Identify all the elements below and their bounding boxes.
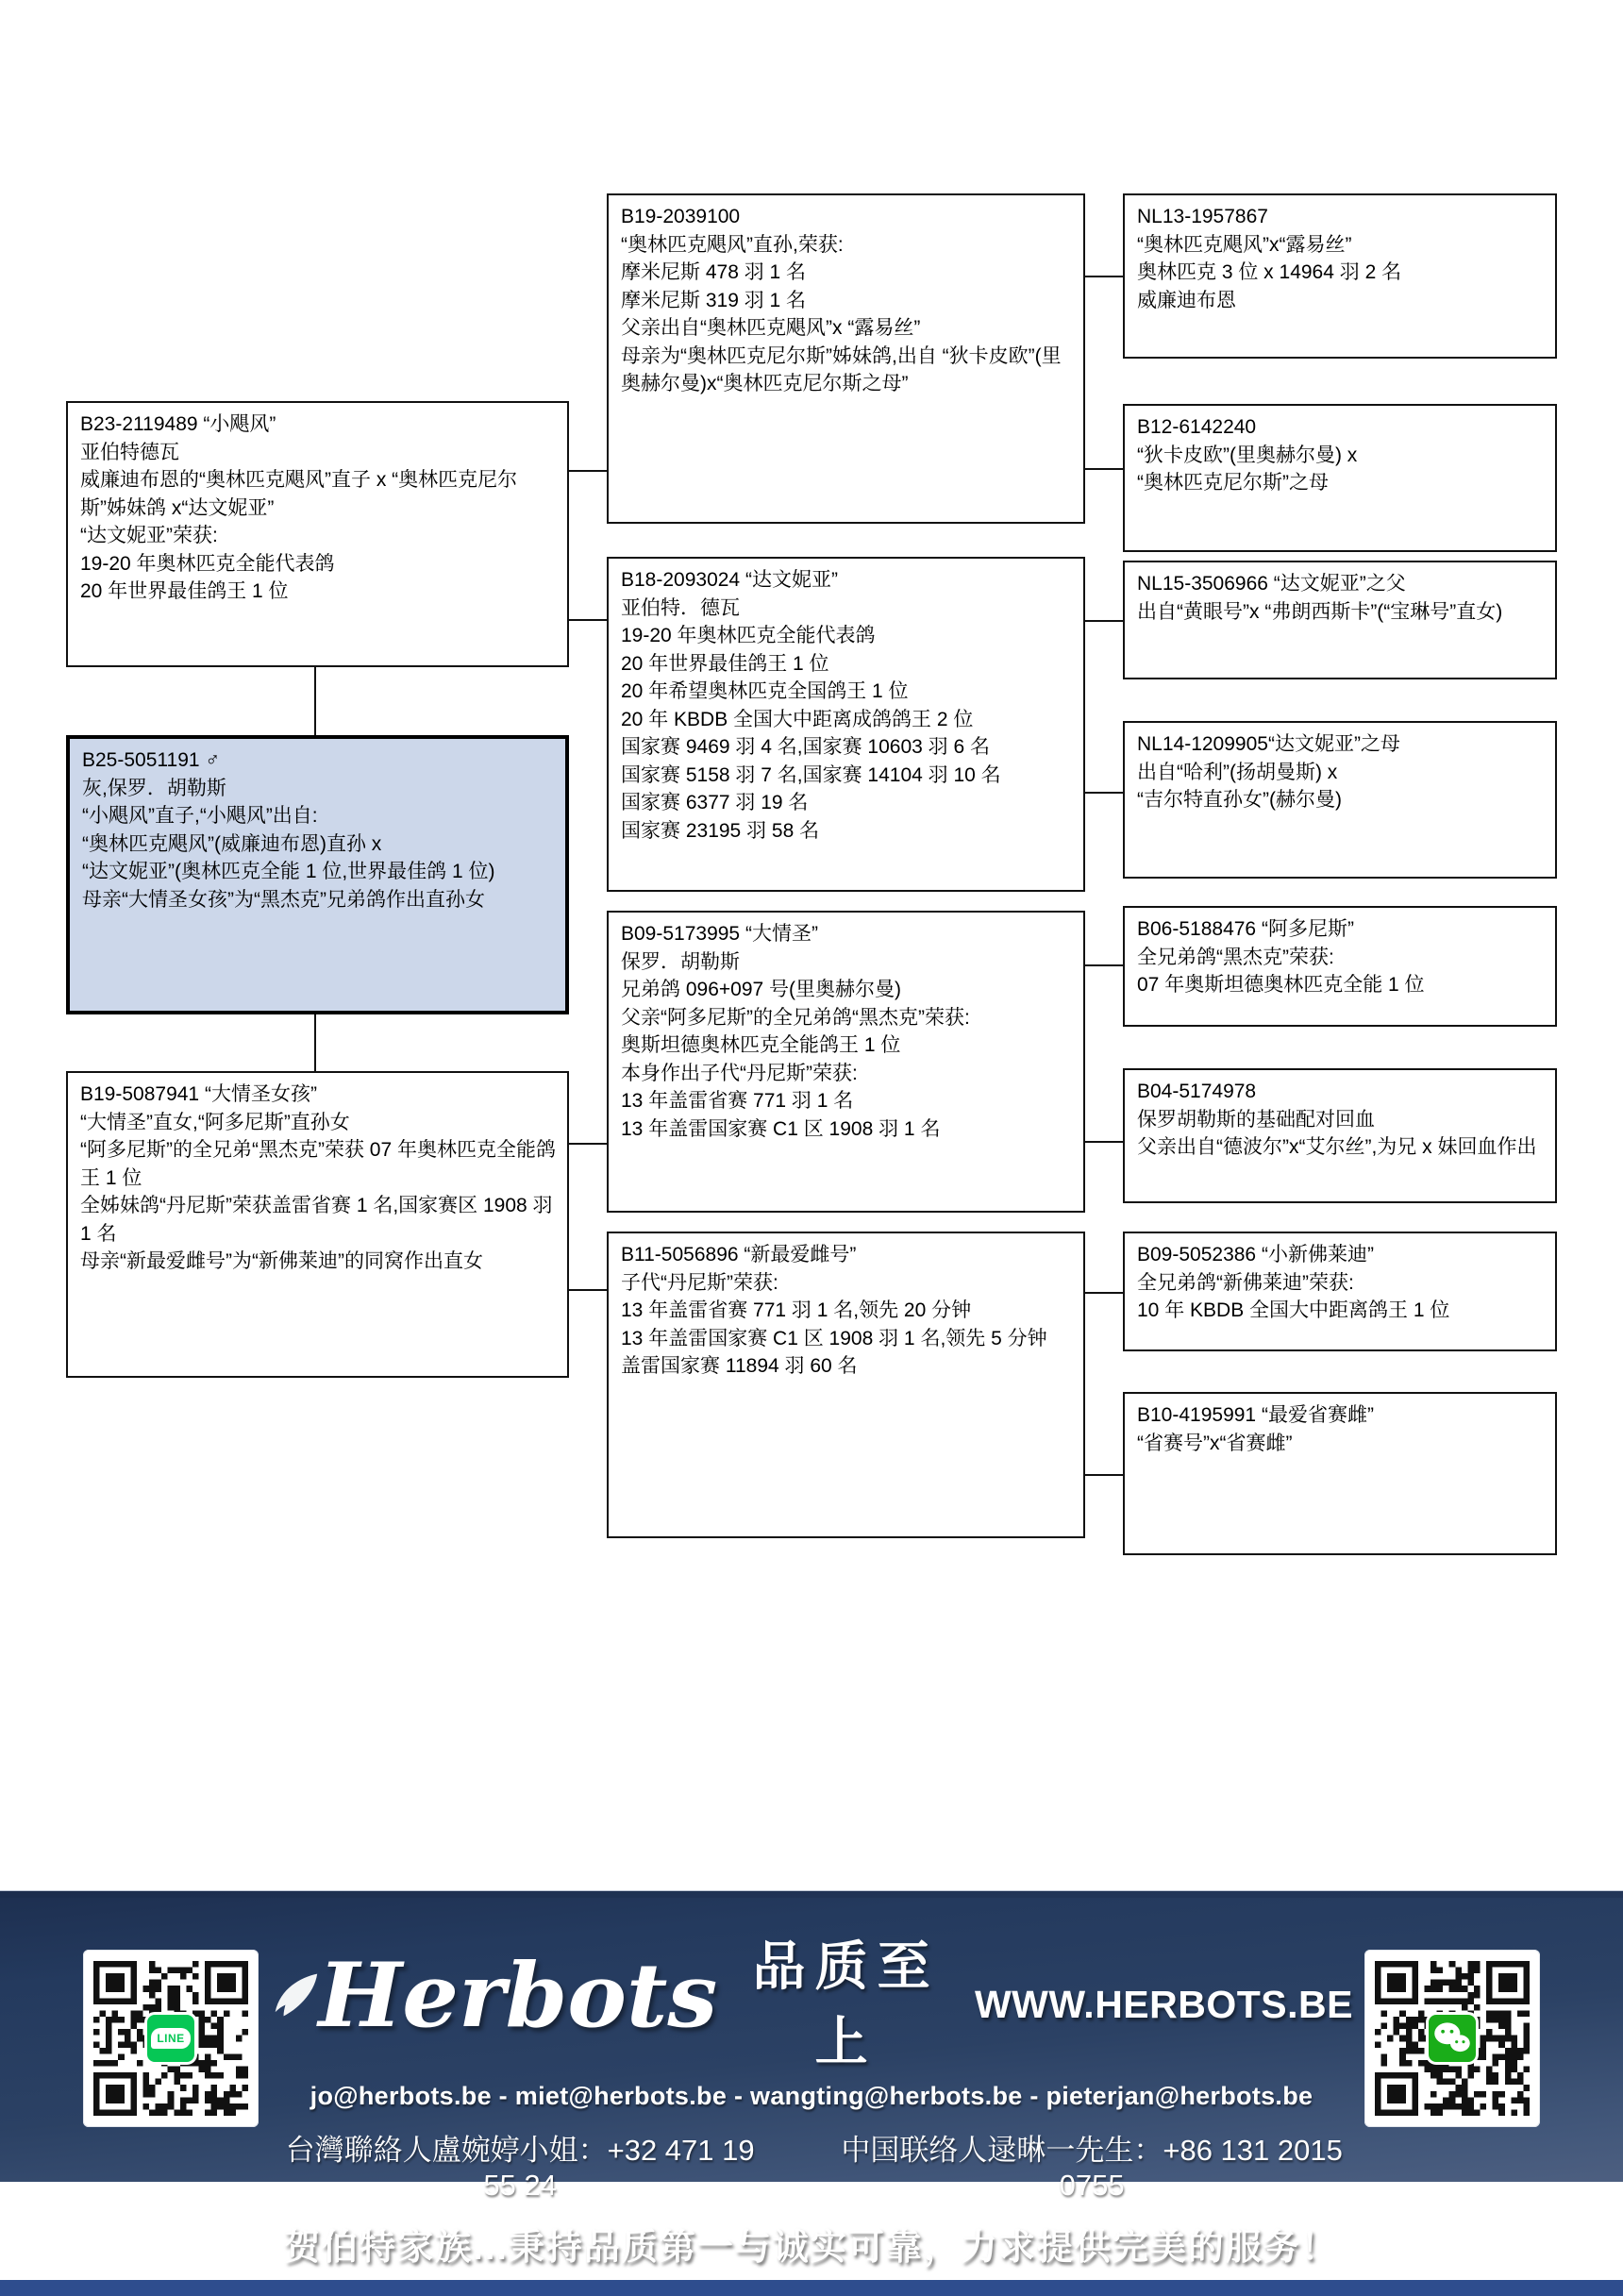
- pedigree-text-line: “大情圣”直女,“阿多尼斯”直孙女: [80, 1111, 350, 1133]
- pedigree-text-line: “狄卡皮欧”(里奥赫尔曼) x: [1137, 444, 1358, 466]
- great-grandparent-box-8: [1123, 1392, 1557, 1555]
- connector-line: [1085, 964, 1123, 966]
- connector-line: [569, 1289, 607, 1291]
- pedigree-text-line: 13 年盖雷国家赛 C1 区 1908 羽 1 名,领先 5 分钟: [621, 1327, 1047, 1349]
- pedigree-text-line: 20 年世界最佳鸽王 1 位: [80, 580, 289, 602]
- pedigree-text-line: 奥林匹克 3 位 x 14964 羽 2 名: [1137, 261, 1402, 283]
- footer-center: [270, 1916, 1353, 2270]
- pedigree-text-line: 盖雷国家赛 11894 羽 60 名: [621, 1355, 858, 1377]
- brand-slogan-cn: 品质至上: [752, 1936, 940, 2071]
- great-grandparent-box-1: [1123, 193, 1557, 359]
- pedigree-text-line: “奥林匹克飓风”x“露易丝”: [1137, 233, 1352, 256]
- line-icon: [144, 2012, 197, 2065]
- pedigree-text-line: “达文妮亚”荣获:: [80, 525, 218, 546]
- pedigree-text-line: 20 年 KBDB 全国大中距离成鸽鸽王 2 位: [621, 708, 974, 730]
- pedigree-text-line: 亚伯特德瓦: [80, 441, 179, 463]
- pedigree-text-line: 威廉迪布恩: [1137, 289, 1236, 311]
- pedigree-text-line: 10 年 KBDB 全国大中距离鸽王 1 位: [1137, 1299, 1450, 1321]
- connector-line: [569, 1143, 607, 1145]
- great-grandparent-box-5: [1123, 906, 1557, 1027]
- pedigree-text-line: B11-5056896 “新最爱雌号”: [621, 1244, 857, 1265]
- grandsire-paternal-box: [607, 193, 1085, 524]
- pedigree-text-line: “奥林匹克飓风”直孙,荣获:: [621, 233, 844, 256]
- pedigree-text-line: 威廉迪布恩的“奥林匹克飓风”直子 x “奥林匹克尼尔斯”姊妹鸽 x“达文妮亚”: [80, 469, 518, 519]
- pedigree-text-line: NL14-1209905“达文妮亚”之母: [1137, 733, 1400, 755]
- pedigree-text-line: B25-5051191 ♂: [82, 749, 221, 771]
- granddam-paternal-box: [607, 557, 1085, 892]
- pedigree-text-line: 灰,保罗．胡勒斯: [82, 777, 226, 799]
- great-grandparent-box-6: [1123, 1068, 1557, 1203]
- pedigree-text-line: 13 年盖雷省赛 771 羽 1 名,领先 20 分钟: [621, 1299, 972, 1321]
- pedigree-text-line: 奥斯坦德奥林匹克全能鸽王 1 位: [621, 1034, 901, 1056]
- pedigree-text-line: 19-20 年奥林匹克全能代表鸽: [80, 552, 335, 575]
- bottom-accent-bar: [0, 2280, 1623, 2296]
- dam-box: [66, 1071, 569, 1378]
- pedigree-text-line: 全姊妹鸽“丹尼斯”荣获盖雷省赛 1 名,国家赛区 1908 羽 1 名: [80, 1195, 553, 1245]
- pedigree-text-line: 出自“黄眼号”x “弗朗西斯卡”(“宝琳号”直女): [1137, 600, 1503, 623]
- pedigree-text-line: “奥林匹克飓风”(威廉迪布恩)直孙 x: [82, 832, 382, 855]
- pedigree-text-line: B18-2093024 “达文妮亚”: [621, 569, 838, 591]
- pedigree-text-line: 母亲为“奥林匹克尼尔斯”姊妹鸽,出自 “狄卡皮欧”(里奥赫尔曼)x“奥林匹克尼尔斯之母”: [621, 344, 1062, 394]
- connector-line: [314, 667, 316, 735]
- brand-row: [270, 1916, 1353, 2076]
- pedigree-text-line: 国家赛 6377 羽 19 名: [621, 792, 809, 813]
- pedigree-text-line: 亚伯特．德瓦: [621, 596, 740, 619]
- pedigree-text-line: 全兄弟鸽“新佛莱迪”荣获:: [1137, 1271, 1354, 1294]
- pedigree-text-line: 父亲出自“德波尔”x“艾尔丝”,为兄 x 妹回血作出: [1137, 1136, 1537, 1158]
- pedigree-text-line: B06-5188476 “阿多尼斯”: [1137, 918, 1354, 940]
- connector-line: [314, 1014, 316, 1071]
- pedigree-text-line: B09-5052386 “小新佛莱迪”: [1137, 1244, 1374, 1265]
- footer-slogan: 贺伯特家族...秉持品质第一与诚实可靠，力求提供完美的服务！: [284, 2228, 1339, 2268]
- pedigree-text-line: NL15-3506966 “达文妮亚”之父: [1137, 573, 1406, 595]
- pedigree-text-line: 国家赛 5158 羽 7 名,国家赛 14104 羽 10 名: [621, 763, 1001, 786]
- pedigree-text-line: B12-6142240: [1137, 416, 1257, 438]
- pedigree-text-line: 20 年希望奥林匹克全国鸽王 1 位: [621, 680, 909, 702]
- pedigree-text-line: B19-2039100: [621, 206, 741, 227]
- line-qr-card: [83, 1950, 259, 2127]
- wechat-icon: [1426, 2012, 1479, 2065]
- pedigree-text-line: 20 年世界最佳鸽王 1 位: [621, 652, 829, 675]
- pedigree-text-line: “省赛号”x“省赛雌”: [1137, 1432, 1293, 1454]
- pedigree-text-line: 保罗胡勒斯的基础配对回血: [1137, 1108, 1375, 1131]
- pedigree-text-line: 保罗．胡勒斯: [621, 950, 740, 973]
- feather-icon: [266, 1970, 326, 2022]
- pedigree-text-line: 13 年盖雷省赛 771 羽 1 名: [621, 1090, 854, 1112]
- pedigree-text-line: B19-5087941 “大情圣女孩”: [80, 1083, 317, 1105]
- pedigree-text-line: 19-20 年奥林匹克全能代表鸽: [621, 625, 876, 646]
- email-links[interactable]: jo@herbots.be - miet@herbots.be - wangting@herbots.be - pieterjan@herbots.be: [310, 2082, 1313, 2110]
- pedigree-text-line: 国家赛 23195 羽 58 名: [621, 819, 820, 842]
- connector-line: [1085, 1141, 1123, 1143]
- pedigree-text-line: 摩米尼斯 478 羽 1 名: [621, 261, 807, 283]
- grandsire-maternal-box: [607, 911, 1085, 1213]
- pedigree-text-line: 兄弟鸽 096+097 号(里奥赫尔曼): [621, 979, 901, 1000]
- pedigree-text-line: NL13-1957867: [1137, 206, 1268, 227]
- connector-line: [1085, 276, 1123, 277]
- pedigree-text-line: 父亲出自“奥林匹克飓风”x “露易丝”: [621, 317, 921, 339]
- pedigree-text-line: “阿多尼斯”的全兄弟“黑杰克”荣获 07 年奥林匹克全能鸽王 1 位: [80, 1139, 556, 1189]
- pedigree-text-line: “吉尔特直孙女”(赫尔曼): [1137, 789, 1342, 811]
- connector-line: [569, 470, 607, 472]
- pedigree-text-line: 本身作出子代“丹尼斯”荣获:: [621, 1062, 858, 1084]
- website-link[interactable]: WWW.HERBOTS.BE: [974, 1982, 1353, 2026]
- pedigree-text-line: “小飓风”直子,“小飓风”出自:: [82, 805, 318, 827]
- contact-taiwan: 台灣聯絡人盧婉婷小姐：+32 471 19 55 24: [285, 2134, 755, 2202]
- pedigree-text-line: B10-4195991 “最爱省赛雌”: [1137, 1404, 1374, 1426]
- great-grandparent-box-4: [1123, 721, 1557, 879]
- pedigree-text-line: 母亲“新最爱雌号”为“新佛莱迪”的同窝作出直女: [80, 1250, 483, 1272]
- contact-row: [270, 2126, 1353, 2203]
- great-grandparent-box-7: [1123, 1232, 1557, 1351]
- footer-banner: [0, 1890, 1623, 2268]
- contact-china: 中国联络人逯晽一先生：+86 131 2015 0755: [841, 2134, 1343, 2202]
- herbots-logo: Herbots: [318, 1943, 718, 2048]
- pedigree-text-line: 07 年奥斯坦德奥林匹克全能 1 位: [1137, 974, 1425, 996]
- pedigree-text-line: 子代“丹尼斯”荣获:: [621, 1271, 778, 1294]
- connector-line: [1085, 620, 1123, 622]
- pedigree-text-line: 摩米尼斯 319 羽 1 名: [621, 289, 807, 311]
- pedigree-text-line: 父亲“阿多尼斯”的全兄弟鸽“黑杰克”荣获:: [621, 1006, 970, 1029]
- connector-line: [1085, 1474, 1123, 1476]
- pedigree-text-line: B23-2119489 “小飓风”: [80, 413, 276, 435]
- pedigree-text-line: B09-5173995 “大情圣”: [621, 923, 818, 945]
- great-grandparent-box-3: [1123, 561, 1557, 679]
- subject-pigeon-box: [66, 735, 569, 1014]
- wechat-qr-card: [1364, 1950, 1540, 2127]
- line-icon-label: LINE: [151, 2028, 190, 2049]
- granddam-maternal-box: [607, 1232, 1085, 1538]
- pedigree-text-line: “奥林匹克尼尔斯”之母: [1137, 472, 1329, 494]
- connector-line: [569, 619, 607, 621]
- sire-box: [66, 401, 569, 667]
- pedigree-text-line: 母亲“大情圣女孩”为“黑杰克”兄弟鸽作出直孙女: [82, 888, 485, 911]
- pedigree-text-line: 出自“哈利”(扬胡曼斯) x: [1137, 761, 1338, 783]
- great-grandparent-box-2: [1123, 404, 1557, 552]
- pedigree-text-line: 全兄弟鸽“黑杰克”荣获:: [1137, 946, 1334, 968]
- connector-line: [1085, 1292, 1123, 1294]
- pedigree-text-line: 国家赛 9469 羽 4 名,国家赛 10603 羽 6 名: [621, 736, 990, 758]
- pedigree-text-line: B04-5174978: [1137, 1081, 1257, 1102]
- connector-line: [1085, 468, 1123, 470]
- pedigree-text-line: “达文妮亚”(奥林匹克全能 1 位,世界最佳鸽 1 位): [82, 861, 495, 882]
- connector-line: [1085, 792, 1123, 794]
- pedigree-text-line: 13 年盖雷国家赛 C1 区 1908 羽 1 名: [621, 1117, 941, 1140]
